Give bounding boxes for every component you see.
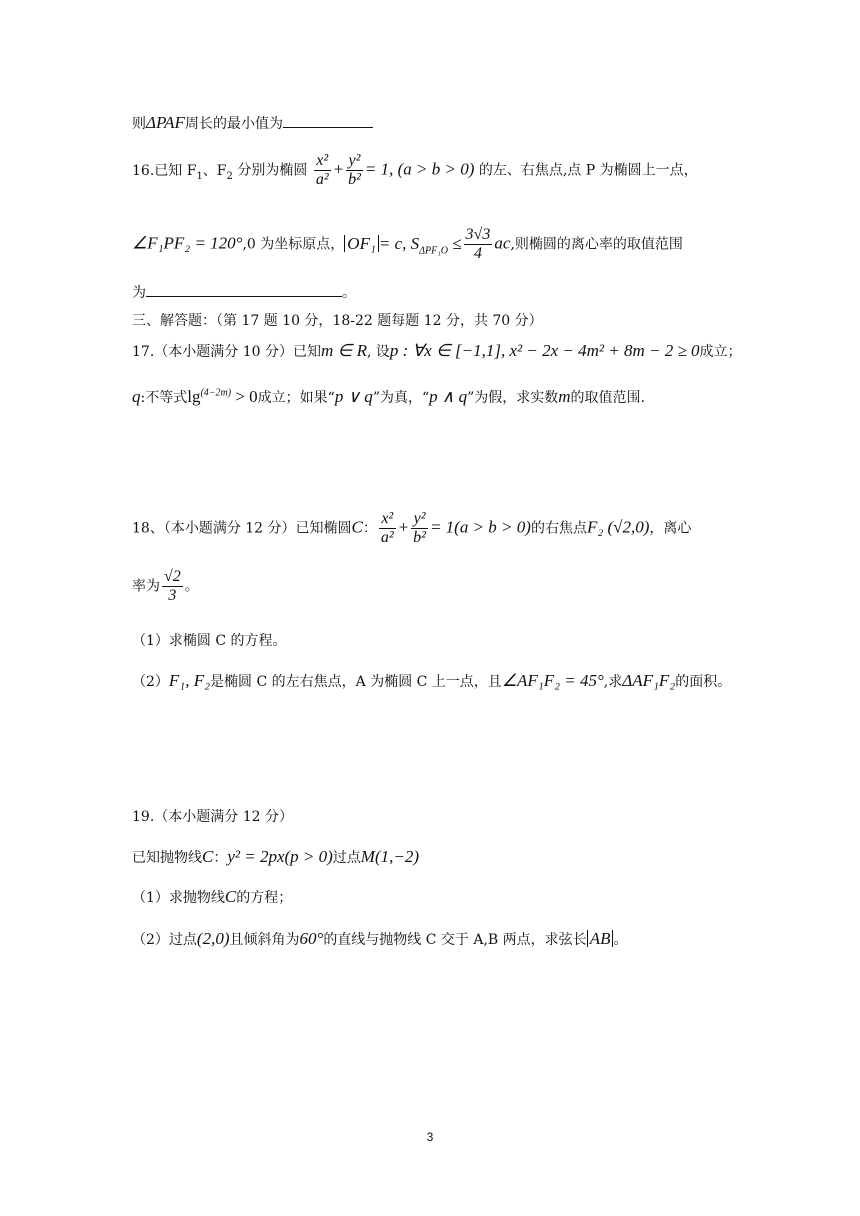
q18-plus-sign: + bbox=[397, 517, 410, 537]
q17-q: q bbox=[132, 387, 141, 406]
q19-line-1: 已知抛物线C：y² = 2px(p > 0)过点M(1,−2) bbox=[132, 847, 420, 866]
q19-point: (2,0) bbox=[196, 929, 230, 948]
q15-triangle-math: ΔPAF bbox=[146, 113, 185, 132]
fraction-y2-b2: $\frac{\text{y²}}{\text{b²}}$ bbox=[348, 152, 361, 188]
q17-text: , 设 bbox=[366, 344, 390, 360]
q17-lg-inequality: $\lg^{(4-2m)} > 0$ bbox=[187, 387, 258, 406]
q16-line-3 bbox=[132, 282, 356, 304]
q19-chord-AB: AB bbox=[587, 930, 614, 947]
q19-C: C bbox=[202, 847, 214, 866]
q16-line3-prefix: 为 bbox=[132, 285, 146, 301]
q19-parabola-eq: y² = 2px(p > 0) bbox=[227, 847, 333, 866]
plus-sign: + bbox=[332, 159, 345, 179]
q18-focus: F₂ (√2,0) bbox=[586, 517, 650, 537]
q19-sub1-C: C bbox=[224, 887, 237, 906]
q18-prefix: 18、（本小题满分 12 分）已知椭圆 bbox=[132, 520, 352, 537]
q18-line-1 bbox=[132, 510, 691, 547]
q18-foci: F₁, F₂ bbox=[168, 671, 211, 690]
q16-text: 分别为椭圆 bbox=[232, 162, 308, 179]
q18-fraction-x2-a2: $\frac{\text{x²}}{\text{a²}}$ bbox=[380, 510, 394, 546]
q18-fraction-y2-b2: $\frac{\text{y²}}{\text{b²}}$ bbox=[413, 510, 426, 546]
q17-line-1 bbox=[132, 340, 742, 363]
q17-m-in-r: m ∈ R bbox=[320, 341, 367, 360]
q15-prefix: 则 bbox=[132, 116, 146, 132]
q16-ellipse-condition: = 1, (a > b > 0) bbox=[364, 159, 475, 179]
q17-line2-text1: :不等式 bbox=[140, 390, 188, 406]
q18-line2-suffix: 。 bbox=[184, 578, 199, 595]
q18-subquestion-1: （1）求椭圆 C 的方程。 bbox=[132, 633, 287, 649]
q16-answer-blank bbox=[146, 296, 342, 297]
q17-suffix: 成立； bbox=[699, 344, 742, 360]
q17-p-or-q: p ∨ q bbox=[334, 387, 373, 406]
q16-line3-suffix: 。 bbox=[342, 285, 356, 301]
section-3-title: 三、解答题：（第 17 题 10 分，18-22 题每题 12 分，共 70 分） bbox=[132, 313, 543, 329]
q16-line2-text1: ,0 为坐标原点， bbox=[242, 236, 345, 253]
q18-line2-prefix: 率为 bbox=[132, 578, 160, 595]
q19-title: 19.（本小题满分 12 分） bbox=[132, 809, 293, 825]
fraction-x2-a2: $\frac{\text{x²}}{\text{a²}}$ bbox=[315, 152, 329, 188]
q18-ellipse-condition: = 1(a > b > 0) bbox=[429, 517, 531, 537]
q16-line-1 bbox=[132, 152, 698, 189]
q18-line-2 bbox=[132, 568, 199, 605]
q15-answer-blank bbox=[283, 127, 373, 128]
q16-line2-text2: ,则椭圆的离心率的取值范围 bbox=[510, 236, 683, 253]
q19-angle: 60° bbox=[299, 929, 324, 948]
q17-line-2 bbox=[132, 386, 645, 409]
fraction-3sqrt3-4: $\frac{3√3}{4}$ bbox=[465, 226, 491, 262]
q18-triangle: ΔAF₁F₂ bbox=[622, 671, 676, 690]
q18-angle: ∠AF₁F₂ = 45° bbox=[501, 671, 604, 690]
q15-text: 周长的最小值为 bbox=[184, 116, 283, 132]
q17-line2-text3: ”为真，“ bbox=[372, 390, 430, 406]
fraction-sqrt2-3: $\frac{√2}{3}$ bbox=[164, 568, 181, 604]
q19-subquestion-1: （1）求抛物线C的方程； bbox=[132, 887, 293, 906]
q18-subquestion-2: （2）F₁, F₂是椭圆 C 的左右焦点，A 为椭圆 C 上一点，且∠AF₁F₂ = 45°,求ΔAF₁F₂的面积。 bbox=[132, 671, 732, 690]
q18-text: 的右焦点 bbox=[530, 520, 587, 537]
q16-prefix: 16.已知 $F_1$、$F_2$ bbox=[132, 162, 233, 182]
q17-p-and-q: p ∧ q bbox=[429, 387, 468, 406]
q18-C: C bbox=[351, 517, 363, 537]
q16-ac: ac bbox=[494, 233, 511, 253]
q19-point-M: M(1,−2) bbox=[360, 847, 420, 866]
q17-proposition-p: p : ∀x ∈ [−1,1], x² − 2x − 4m² + 8m − 2 ≥ 0 bbox=[389, 341, 700, 360]
q19-subquestion-2: （2）过点(2,0)且倾斜角为60°的直线与抛物线 C 交于 A,B 两点，求弦长 AB 。 bbox=[132, 929, 628, 948]
q16-line-2 bbox=[132, 226, 683, 263]
page-number: 3 bbox=[426, 1130, 434, 1144]
q16-suffix: 的左、右焦点,点 P 为椭圆上一点， bbox=[478, 162, 698, 179]
q16-angle-math: ∠F₁PF₂ = 120° bbox=[132, 233, 243, 253]
q17-m: m bbox=[558, 387, 571, 406]
q17-prefix: 17.（本小题满分 10 分）已知 bbox=[132, 344, 321, 360]
q15-tail-line bbox=[132, 112, 373, 135]
q16-area-math: = c, $S_{\Delta PF_1O}$ ≤ bbox=[378, 233, 462, 256]
q17-line2-text4: ”为假，求实数 bbox=[467, 390, 559, 406]
q16-abs-of1: OF₁ bbox=[344, 235, 379, 252]
q17-line2-text2: 成立；如果“ bbox=[257, 390, 335, 406]
q17-line2-text5: 的取值范围. bbox=[570, 390, 645, 406]
q18-colon: ： bbox=[362, 520, 377, 537]
q18-suffix: ，离心 bbox=[649, 520, 692, 537]
